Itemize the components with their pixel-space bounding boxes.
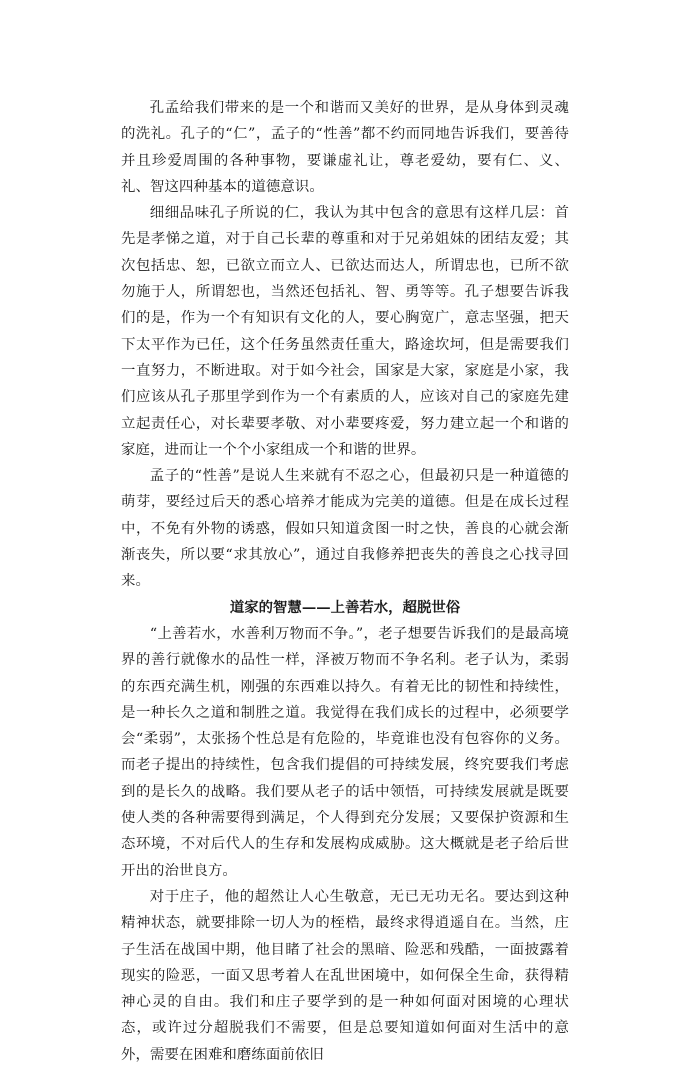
paragraph-zhuangzi: 对于庄子，他的超然让人心生敬意，无已无功无名。要达到这种精神状态，就要排除一切人为的桎梏，最终求得逍遥自在。当然，庄子生活在战国中期，他目睹了社会的黑暗、险恶和残酷，一面披露着现实的险恶，一面又思考着人在乱世困境中，如何保全生命，获得精神心灵的自由。我们和庄子要学到的是一种如何面对困境的心理状态，或许过分超脱我们不需要，但是总要知道如何面对生活中的意外，需要在困难和磨练面前依旧: [121, 888, 569, 1063]
document-body: [121, 95, 569, 1068]
paragraph-laozi-water: “上善若水，水善利万物而不争。”，老子想要告诉我们的是最高境界的善行就像水的品性一样，泽被万物而不争名利。老子认为，柔弱的东西充满生机，刚强的东西难以持久。有着无比的韧性和持续性，是一种长久之道和制胜之道。我觉得在我们成长的过程中，必须要学会“柔弱”，太张扬个性总是有危险的，毕竟谁也没有包容你的义务。而老子提出的持续性，包含我们提倡的可持续发展，终究要我们考虑到的是长久的战略。我们要从老子的话中领悟，可持续发展就是既要使人类的各种需要得到满足，个人得到充分发展；又要保护资源和生态环境，不对后代人的生存和发展构成威胁。这大概就是老子给后世开出的治世良方。: [121, 625, 569, 879]
paragraph-confucius-ren: 细细品味孔子所说的仁，我认为其中包含的意思有这样几层：首先是孝悌之道，对于自己长辈的尊重和对于兄弟姐妹的团结友爱；其次包括忠、恕，已欲立而立人、已欲达而达人，所谓忠也，已所不欲勿施于人，所谓恕也，当然还包括礼、智、勇等等。孔子想要告诉我们的是，作为一个有知识有文化的人，要心胸宽广，意志坚强，把天下太平作为已任，这个任务虽然责任重大，路途坎坷，但是需要我们一直努力，不断进取。对于如今社会，国家是大家，家庭是小家，我们应该从孔子那里学到作为一个有素质的人，应该对自己的家庭先建立起责任心，对长辈要孝敬、对小辈要疼爱，努力建立起一个和谐的家庭，进而让一个个小家组成一个和谐的世界。: [121, 205, 569, 458]
section-heading-taoism: 道家的智慧——上善若水，超脱世俗: [229, 598, 461, 616]
paragraph-confucius-mencius-intro: 孔孟给我们带来的是一个和谐而又美好的世界，是从身体到灵魂的洗礼。孔子的“仁”，孟子的“性善”都不约而同地告诉我们，要善待并且珍爱周围的各种事物，要谦虚礼让，尊老爱幼，要有仁、义、礼、智这四种基本的道德意识。: [121, 100, 569, 195]
paragraph-mencius-xingshan: 孟子的“性善”是说人生来就有不忍之心，但最初只是一种道德的萌芽，要经过后天的悉心培养才能成为完美的道德。但是在成长过程中，不免有外物的诱惑，假如只知道贪图一时之快，善良的心就会渐渐丧失，所以要“求其放心”，通过自我修养把丧失的善良之心找寻回来。: [121, 468, 569, 590]
